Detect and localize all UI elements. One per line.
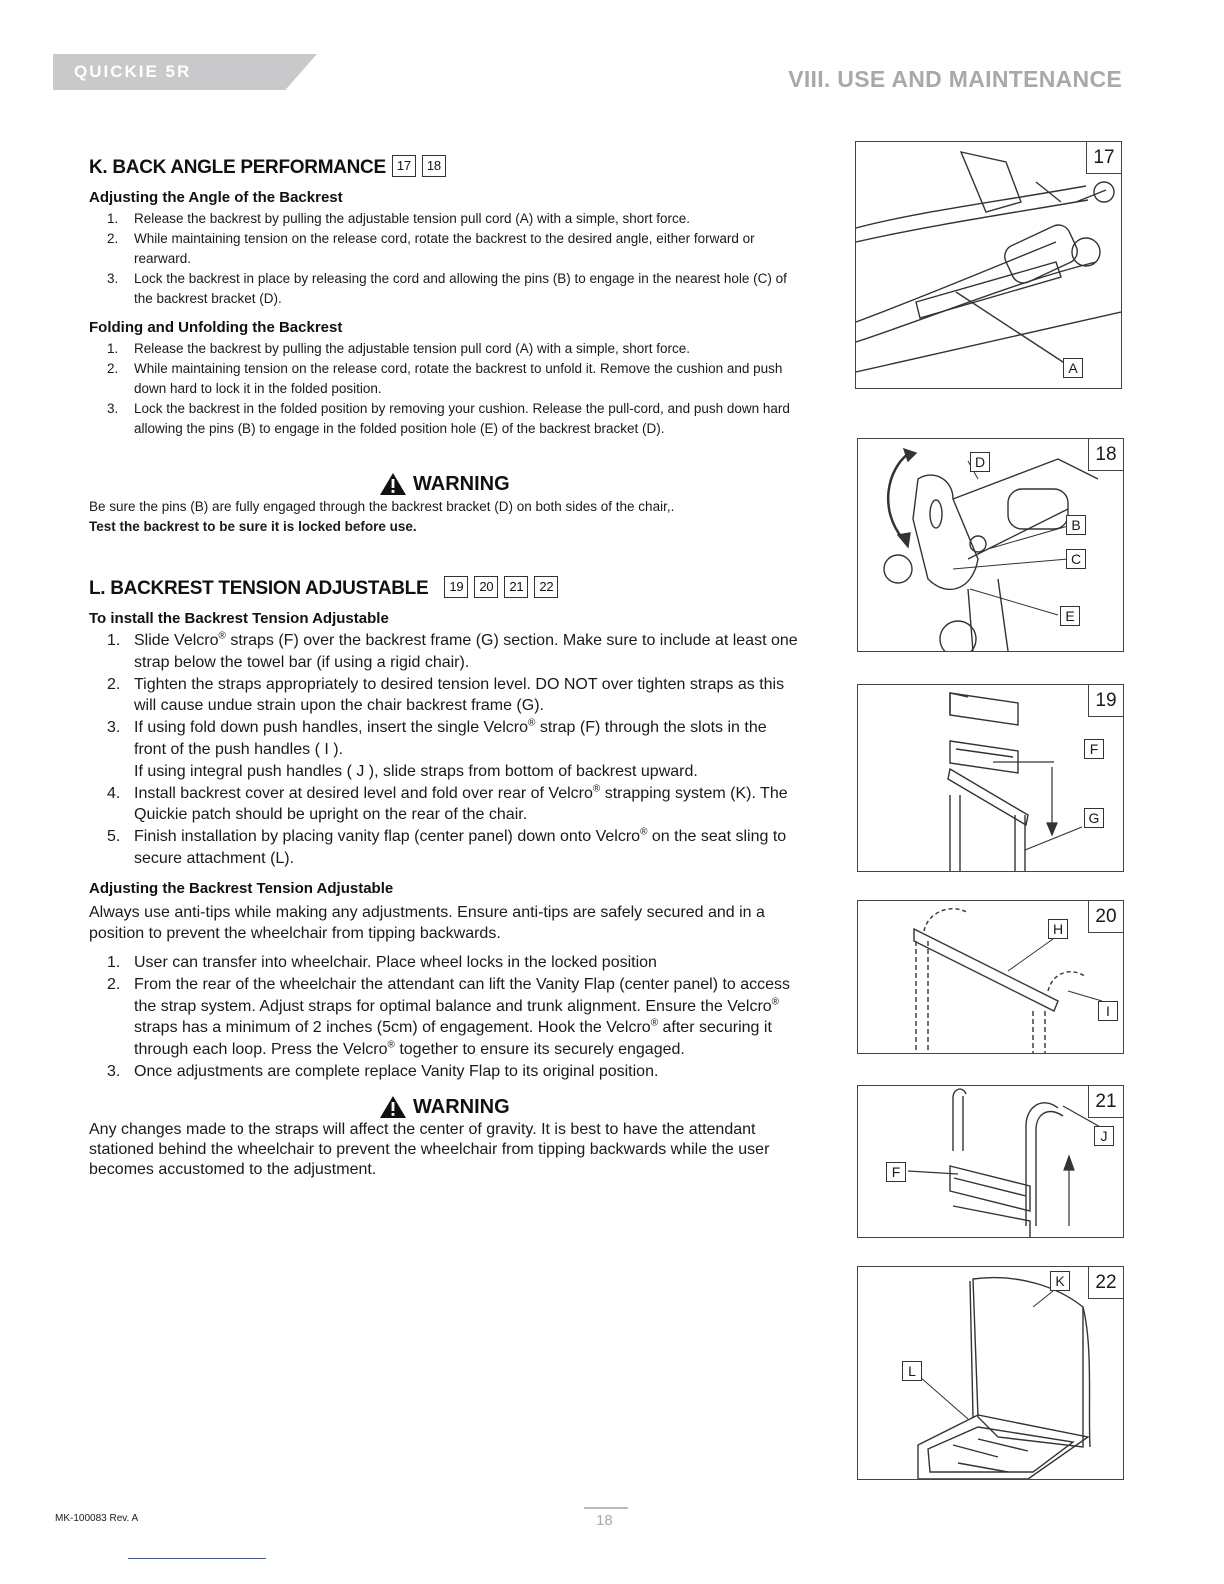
adjust-angle-steps [89,209,809,309]
figure-number: 18 [1088,439,1123,471]
warning-emphasis-k: Test the backrest to be sure it is locked before use. [89,519,417,534]
fig-ref-21: 21 [504,576,528,598]
warning-label: WARNING [413,472,510,495]
list-item: 3. If using fold down push handles, insert the single Velcro® strap (F) through the slots in the front of the push handles ( I ). If using integral push handles ( J ), slide straps from bottom of backrest upward. [107,717,767,780]
adjust-tension-steps [89,952,799,1083]
callout-g: G [1084,808,1104,828]
fig-ref-20: 20 [474,576,498,598]
figure-17 [855,141,1122,389]
callout-a: A [1063,358,1083,378]
adjust-intro: Always use anti-tips while making any adjustments. Ensure anti-tips are safely secured and in a position to prevent the wheelchair from tipping backwards. [89,904,765,942]
warning-icon [379,472,407,496]
figure-number: 20 [1088,901,1123,933]
list-item: 5. Finish installation by placing vanity flap (center panel) down onto Velcro® on the seat sling to secure attachment (L). [107,826,787,867]
figure-21 [857,1085,1124,1238]
list-item: 3. Lock the backrest in the folded position by removing your cushion. Release the pull-cord, and push down hard allowing the pins (B) to engage in the folded position hole (E) of the backrest bracket (D). [107,401,790,436]
install-steps [89,630,799,870]
callout-l: L [902,1361,922,1381]
figure-18 [857,438,1124,652]
figure-20 [857,900,1124,1054]
warning-label: WARNING [413,1095,510,1118]
callout-f-21: F [886,1162,906,1182]
backrest-bracket-illustration [858,439,1123,651]
push-handles-illustration [858,901,1123,1053]
callout-d: D [970,452,990,472]
callout-b: B [1066,515,1086,535]
bottom-divider [128,1558,266,1559]
list-item: 3. Lock the backrest in place by releasing the cord and allowing the pins (B) to engage in the nearest hole (C) of the backrest bracket (D). [107,271,787,306]
list-item: 3. Once adjustments are complete replace Vanity Flap to its original position. [107,1062,659,1080]
callout-f: F [1084,739,1104,759]
fig-ref-18: 18 [422,155,446,177]
folding-heading: Folding and Unfolding the Backrest [89,319,343,336]
list-item: 1. Release the backrest by pulling the adjustable tension pull cord (A) with a simple, short force. [107,341,691,356]
section-k-title [89,155,446,179]
figure-number: 19 [1088,685,1123,717]
list-item: 4. Install backrest cover at desired level and fold over rear of Velcro® strapping system (K). The Quickie patch should be upright on the rear of the chair. [107,783,788,824]
section-heading: VIII. USE AND MAINTENANCE [788,66,1122,92]
list-item: 2. While maintaining tension on the release cord, rotate the backrest to the desired angle, either forward or rearward. [107,231,755,266]
backrest-cord-illustration [856,142,1121,388]
warning-icon [379,1095,407,1119]
folding-steps [89,339,809,439]
list-item: 2. From the rear of the wheelchair the attendant can lift the Vanity Flap (center panel) to access the strap system. Adjust straps for optimal balance and trunk alignment. Ensure the Velcro® straps has a minimum of 2 inches (5cm) of engagement. Hook the Velcro® after securing it through each loop. Press the Velcro® together to ensure its securely engaged. [107,975,791,1059]
document-code: MK-100083 Rev. A [55,1513,139,1524]
list-item: 1. Slide Velcro® straps (F) over the backrest frame (G) section. Make sure to include at least one strap below the towel bar (if using a rigid chair). [107,630,798,671]
fig-ref-22: 22 [534,576,558,598]
velcro-straps-illustration [858,685,1123,871]
backrest-cover-illustration [858,1267,1123,1479]
adjust-tension-heading: Adjusting the Backrest Tension Adjustable [89,880,394,897]
warning-text-k: Be sure the pins (B) are fully engaged through the backrest bracket (D) on both sides of the chair,. [89,499,675,514]
callout-j: J [1094,1126,1114,1146]
figure-number: 22 [1088,1267,1123,1299]
section-l-title-text: L. BACKREST TENSION ADJUSTABLE [89,578,429,599]
callout-h: H [1048,919,1068,939]
list-item: 2. Tighten the straps appropriately to desired tension level. DO NOT over tighten straps as this will cause undue strain upon the chair backrest frame (G). [107,675,785,715]
section-l-title [89,576,558,600]
fig-ref-19: 19 [444,576,468,598]
callout-c: C [1066,549,1086,569]
brand-name: QUICKIE 5R [74,62,192,81]
warning-text-l: Any changes made to the straps will affect the center of gravity. It is best to have the attendant stationed behind the wheelchair to prevent the wheelchair from tipping backwards while the user becomes accustomed to the adjustment. [89,1121,770,1178]
warning-title-l [379,1095,510,1119]
warning-title-k [379,472,510,496]
fig-ref-17: 17 [392,155,416,177]
callout-k: K [1050,1271,1070,1291]
figure-number: 17 [1086,142,1121,174]
adjust-angle-heading: Adjusting the Angle of the Backrest [89,189,343,206]
page-number-rule [584,1507,628,1509]
figure-number: 21 [1088,1086,1123,1118]
list-item: 1. User can transfer into wheelchair. Place wheel locks in the locked position [107,954,657,971]
callout-e: E [1060,606,1080,626]
install-heading: To install the Backrest Tension Adjustable [89,610,389,627]
callout-i: I [1098,1001,1118,1021]
page-number: 18 [596,1512,613,1529]
section-k-title-text: K. BACK ANGLE PERFORMANCE [89,157,386,178]
list-item: 1. Release the backrest by pulling the adjustable tension pull cord (A) with a simple, short force. [107,211,691,226]
list-item: 2. While maintaining tension on the release cord, rotate the backrest to unfold it. Remove the cushion and push down hard to lock it in the folded position. [107,361,783,396]
figure-22 [857,1266,1124,1480]
figure-19 [857,684,1124,872]
